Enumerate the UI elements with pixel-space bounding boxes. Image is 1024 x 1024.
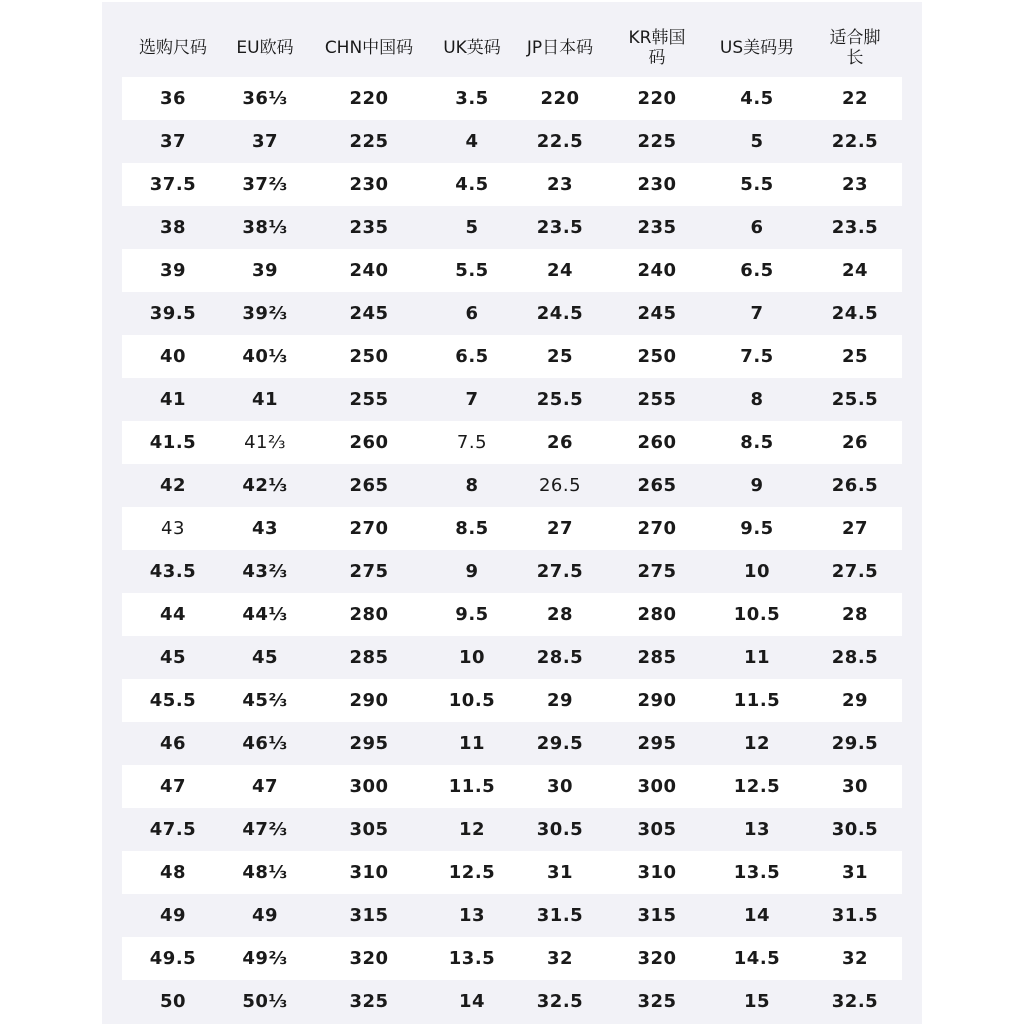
cell-foot-length: 31.5 <box>831 905 879 926</box>
cell-foot-length: 30 <box>841 776 869 797</box>
cell-selected-size: 45 <box>159 647 187 668</box>
cell-foot-length: 32 <box>841 948 869 969</box>
cell-jp-size: 29.5 <box>536 733 584 754</box>
cell-eu-size: 44⅓ <box>242 604 288 625</box>
cell-kr-size: 235 <box>637 217 677 238</box>
cell-foot-length: 23.5 <box>831 217 879 238</box>
cell-chn-size: 230 <box>349 174 389 195</box>
cell-us-men-size: 6.5 <box>740 260 774 281</box>
cell-us-men-size: 13.5 <box>733 862 781 883</box>
cell-chn-size: 295 <box>349 733 389 754</box>
cell-selected-size: 49 <box>159 905 187 926</box>
cell-selected-size: 41 <box>159 389 187 410</box>
table-row <box>122 378 902 421</box>
cell-kr-size: 305 <box>637 819 677 840</box>
table-row <box>122 335 902 378</box>
cell-jp-size: 30 <box>546 776 574 797</box>
cell-us-men-size: 11.5 <box>733 690 781 711</box>
cell-us-men-size: 8 <box>750 389 764 410</box>
cell-selected-size: 43.5 <box>149 561 197 582</box>
cell-jp-size: 27 <box>546 518 574 539</box>
cell-chn-size: 305 <box>349 819 389 840</box>
cell-uk-size: 11.5 <box>448 776 496 797</box>
size-table-body <box>122 77 902 1023</box>
header-chn-size: CHN中国码 <box>324 38 414 58</box>
cell-us-men-size: 10.5 <box>733 604 781 625</box>
header-selected-size: 选购尺码 <box>139 38 207 58</box>
cell-eu-size: 39⅔ <box>242 303 288 324</box>
cell-selected-size: 41.5 <box>149 432 197 453</box>
cell-selected-size: 37 <box>159 131 187 152</box>
table-row <box>122 765 902 808</box>
cell-eu-size: 48⅓ <box>242 862 288 883</box>
cell-uk-size: 3.5 <box>455 88 489 109</box>
cell-jp-size: 31 <box>546 862 574 883</box>
cell-selected-size: 39.5 <box>149 303 197 324</box>
table-row <box>122 679 902 722</box>
cell-foot-length: 30.5 <box>831 819 879 840</box>
cell-uk-size: 12 <box>458 819 486 840</box>
cell-uk-size: 5.5 <box>455 260 489 281</box>
header-foot-length: 适合脚 长 <box>829 28 881 68</box>
cell-uk-size: 13.5 <box>448 948 496 969</box>
table-row <box>122 937 902 980</box>
cell-us-men-size: 9.5 <box>740 518 774 539</box>
cell-jp-size: 27.5 <box>536 561 584 582</box>
cell-us-men-size: 5.5 <box>740 174 774 195</box>
cell-eu-size: 50⅓ <box>242 991 288 1012</box>
cell-foot-length: 32.5 <box>831 991 879 1012</box>
cell-chn-size: 245 <box>349 303 389 324</box>
cell-eu-size: 46⅓ <box>242 733 288 754</box>
cell-eu-size: 45 <box>251 647 279 668</box>
table-row <box>122 120 902 163</box>
cell-foot-length: 24 <box>841 260 869 281</box>
cell-jp-size: 31.5 <box>536 905 584 926</box>
cell-foot-length: 26 <box>841 432 869 453</box>
cell-selected-size: 46 <box>159 733 187 754</box>
cell-us-men-size: 7 <box>750 303 764 324</box>
cell-chn-size: 280 <box>349 604 389 625</box>
cell-chn-size: 300 <box>349 776 389 797</box>
cell-selected-size: 45.5 <box>149 690 197 711</box>
cell-foot-length: 27 <box>841 518 869 539</box>
cell-kr-size: 255 <box>637 389 677 410</box>
cell-uk-size: 13 <box>458 905 486 926</box>
cell-selected-size: 49.5 <box>149 948 197 969</box>
cell-uk-size: 10 <box>458 647 486 668</box>
cell-jp-size: 25.5 <box>536 389 584 410</box>
cell-uk-size: 10.5 <box>448 690 496 711</box>
cell-chn-size: 240 <box>349 260 389 281</box>
cell-selected-size: 50 <box>159 991 187 1012</box>
table-row <box>122 722 902 765</box>
cell-eu-size: 38⅓ <box>242 217 288 238</box>
cell-chn-size: 310 <box>349 862 389 883</box>
cell-eu-size: 37⅔ <box>242 174 288 195</box>
cell-kr-size: 275 <box>637 561 677 582</box>
cell-foot-length: 29.5 <box>831 733 879 754</box>
cell-selected-size: 47 <box>159 776 187 797</box>
cell-chn-size: 315 <box>349 905 389 926</box>
table-row <box>122 163 902 206</box>
cell-eu-size: 40⅓ <box>242 346 288 367</box>
cell-chn-size: 250 <box>349 346 389 367</box>
cell-chn-size: 260 <box>349 432 389 453</box>
cell-us-men-size: 6 <box>750 217 764 238</box>
cell-chn-size: 285 <box>349 647 389 668</box>
table-row <box>122 507 902 550</box>
table-row <box>122 206 902 249</box>
table-row <box>122 636 902 679</box>
cell-kr-size: 300 <box>637 776 677 797</box>
cell-uk-size: 6 <box>465 303 479 324</box>
cell-uk-size: 11 <box>458 733 486 754</box>
header-us-men-size: US美码男 <box>719 38 795 58</box>
table-row <box>122 851 902 894</box>
cell-uk-size: 4.5 <box>455 174 489 195</box>
cell-foot-length: 25.5 <box>831 389 879 410</box>
cell-jp-size: 24 <box>546 260 574 281</box>
cell-jp-size: 32.5 <box>536 991 584 1012</box>
cell-jp-size: 28.5 <box>536 647 584 668</box>
header-eu-size: EU欧码 <box>236 38 294 58</box>
cell-uk-size: 9.5 <box>455 604 489 625</box>
table-row <box>122 77 902 120</box>
table-row <box>122 464 902 507</box>
cell-selected-size: 39 <box>159 260 187 281</box>
cell-selected-size: 42 <box>159 475 187 496</box>
cell-eu-size: 49 <box>251 905 279 926</box>
cell-chn-size: 220 <box>349 88 389 109</box>
cell-foot-length: 22 <box>841 88 869 109</box>
table-row <box>122 249 902 292</box>
table-row <box>122 550 902 593</box>
header-kr-size: KR韩国 码 <box>628 28 686 68</box>
cell-chn-size: 290 <box>349 690 389 711</box>
cell-selected-size: 37.5 <box>149 174 197 195</box>
cell-us-men-size: 12.5 <box>733 776 781 797</box>
cell-jp-size: 24.5 <box>536 303 584 324</box>
table-row <box>122 894 902 937</box>
cell-chn-size: 225 <box>349 131 389 152</box>
cell-jp-size: 25 <box>546 346 574 367</box>
cell-chn-size: 325 <box>349 991 389 1012</box>
cell-jp-size: 23 <box>546 174 574 195</box>
cell-us-men-size: 10 <box>743 561 771 582</box>
cell-eu-size: 41 <box>251 389 279 410</box>
cell-eu-size: 39 <box>251 260 279 281</box>
cell-us-men-size: 8.5 <box>740 432 774 453</box>
cell-foot-length: 23 <box>841 174 869 195</box>
cell-chn-size: 270 <box>349 518 389 539</box>
cell-uk-size: 4 <box>465 131 479 152</box>
cell-kr-size: 285 <box>637 647 677 668</box>
cell-us-men-size: 9 <box>750 475 764 496</box>
cell-chn-size: 235 <box>349 217 389 238</box>
cell-jp-size: 29 <box>546 690 574 711</box>
header-jp-size: JP日本码 <box>526 38 594 58</box>
cell-us-men-size: 11 <box>743 647 771 668</box>
cell-kr-size: 230 <box>637 174 677 195</box>
cell-eu-size: 41⅔ <box>244 432 286 453</box>
cell-eu-size: 43 <box>251 518 279 539</box>
cell-us-men-size: 5 <box>750 131 764 152</box>
cell-eu-size: 49⅔ <box>242 948 288 969</box>
cell-jp-size: 32 <box>546 948 574 969</box>
cell-us-men-size: 7.5 <box>740 346 774 367</box>
cell-kr-size: 295 <box>637 733 677 754</box>
cell-eu-size: 36⅓ <box>242 88 288 109</box>
cell-selected-size: 43 <box>161 518 185 539</box>
cell-foot-length: 28.5 <box>831 647 879 668</box>
header-uk-size: UK英码 <box>443 38 501 58</box>
cell-chn-size: 320 <box>349 948 389 969</box>
cell-jp-size: 28 <box>546 604 574 625</box>
cell-uk-size: 9 <box>465 561 479 582</box>
cell-kr-size: 280 <box>637 604 677 625</box>
cell-kr-size: 320 <box>637 948 677 969</box>
cell-jp-size: 26.5 <box>538 475 582 496</box>
cell-us-men-size: 14 <box>743 905 771 926</box>
cell-eu-size: 45⅔ <box>242 690 288 711</box>
cell-jp-size: 23.5 <box>536 217 584 238</box>
cell-selected-size: 38 <box>159 217 187 238</box>
cell-foot-length: 27.5 <box>831 561 879 582</box>
cell-uk-size: 8 <box>465 475 479 496</box>
table-row <box>122 980 902 1023</box>
cell-kr-size: 325 <box>637 991 677 1012</box>
cell-jp-size: 30.5 <box>536 819 584 840</box>
cell-jp-size: 26 <box>546 432 574 453</box>
cell-kr-size: 265 <box>637 475 677 496</box>
cell-jp-size: 220 <box>540 88 580 109</box>
cell-uk-size: 12.5 <box>448 862 496 883</box>
table-row <box>122 421 902 464</box>
cell-kr-size: 225 <box>637 131 677 152</box>
cell-eu-size: 47⅔ <box>242 819 288 840</box>
cell-selected-size: 44 <box>159 604 187 625</box>
cell-chn-size: 255 <box>349 389 389 410</box>
cell-foot-length: 31 <box>841 862 869 883</box>
cell-us-men-size: 4.5 <box>740 88 774 109</box>
cell-uk-size: 8.5 <box>455 518 489 539</box>
cell-kr-size: 245 <box>637 303 677 324</box>
cell-jp-size: 22.5 <box>536 131 584 152</box>
cell-eu-size: 43⅔ <box>242 561 288 582</box>
cell-chn-size: 275 <box>349 561 389 582</box>
table-row <box>122 808 902 851</box>
cell-foot-length: 25 <box>841 346 869 367</box>
cell-us-men-size: 14.5 <box>733 948 781 969</box>
table-header <box>122 20 902 76</box>
cell-selected-size: 47.5 <box>149 819 197 840</box>
cell-chn-size: 265 <box>349 475 389 496</box>
cell-foot-length: 29 <box>841 690 869 711</box>
cell-uk-size: 14 <box>458 991 486 1012</box>
cell-us-men-size: 15 <box>743 991 771 1012</box>
cell-kr-size: 310 <box>637 862 677 883</box>
cell-selected-size: 36 <box>159 88 187 109</box>
cell-eu-size: 42⅓ <box>242 475 288 496</box>
cell-kr-size: 270 <box>637 518 677 539</box>
cell-kr-size: 315 <box>637 905 677 926</box>
cell-kr-size: 290 <box>637 690 677 711</box>
cell-kr-size: 240 <box>637 260 677 281</box>
cell-kr-size: 260 <box>637 432 677 453</box>
table-row <box>122 593 902 636</box>
cell-uk-size: 7 <box>465 389 479 410</box>
cell-selected-size: 40 <box>159 346 187 367</box>
cell-eu-size: 37 <box>251 131 279 152</box>
cell-us-men-size: 13 <box>743 819 771 840</box>
cell-foot-length: 28 <box>841 604 869 625</box>
cell-uk-size: 5 <box>465 217 479 238</box>
cell-kr-size: 250 <box>637 346 677 367</box>
cell-selected-size: 48 <box>159 862 187 883</box>
cell-kr-size: 220 <box>637 88 677 109</box>
cell-eu-size: 47 <box>251 776 279 797</box>
cell-foot-length: 24.5 <box>831 303 879 324</box>
table-row <box>122 292 902 335</box>
cell-foot-length: 22.5 <box>831 131 879 152</box>
cell-foot-length: 26.5 <box>831 475 879 496</box>
cell-uk-size: 7.5 <box>456 432 488 453</box>
cell-us-men-size: 12 <box>743 733 771 754</box>
cell-uk-size: 6.5 <box>455 346 489 367</box>
